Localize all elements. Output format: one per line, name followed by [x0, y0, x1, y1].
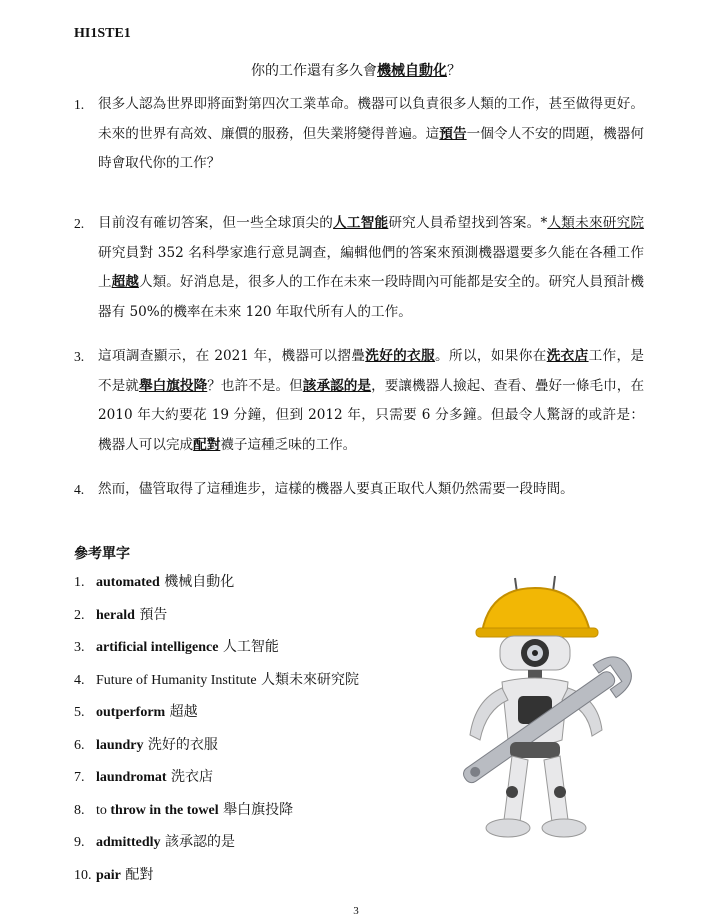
vocab-item — [74, 766, 414, 786]
paragraph-1 — [74, 90, 644, 179]
paragraph-number: 3. — [74, 349, 85, 364]
page-number: 3 — [353, 905, 359, 917]
underlined-term: 洗好的衣服 — [365, 348, 436, 364]
vocab-english-bold: herald — [96, 607, 135, 623]
vocab-chinese: 超越 — [165, 704, 198, 720]
text-segment: ，要讓機器人撿起、查看、疊好一條毛巾，在 2010 年大約要花 19 分鐘，但到 2012 年，只需要 6 分多鐘。但最令人驚訝的或許是：機器人可以完成 — [98, 377, 645, 453]
vocab-number: 1. — [74, 575, 85, 590]
vocab-english-plain: Future of Humanity Institute — [96, 672, 257, 688]
vocab-number: 6. — [74, 737, 85, 753]
vocab-english-bold: admittedly — [96, 835, 161, 850]
text-segment: 襪子這種乏味的工作。 — [220, 436, 357, 453]
text-segment: 研究員對 352 名科學家進行意見調查，編輯他們的答案來預測機器還要多久能在各種工作上 — [98, 244, 644, 290]
vocab-heading: 參考單字 — [74, 546, 130, 562]
paragraph-text — [98, 475, 644, 505]
vocab-chinese: 洗衣店 — [166, 769, 213, 785]
vocab-item — [74, 734, 414, 754]
paragraph-text — [98, 342, 644, 460]
vocab-chinese: 配對 — [120, 866, 154, 883]
vocab-item — [74, 636, 414, 656]
paragraph-number: 1. — [74, 97, 85, 112]
vocab-chinese: 預告 — [134, 606, 168, 623]
text-segment: 目前沒有確切答案，但一些全球頂尖的 — [98, 215, 334, 231]
text-segment: 研究人員希望找到答案。* — [388, 215, 548, 231]
vocab-chinese: 該承認的是 — [160, 834, 236, 850]
hard-hat-icon — [482, 588, 590, 632]
vocab-english-bold: outperform — [96, 705, 166, 720]
vocab-english-bold: throw in the towel — [110, 802, 219, 818]
vocab-number: 3. — [74, 640, 85, 655]
text-segment: 一個令人不安的問題，機器何時會取代你的工作？ — [98, 125, 645, 171]
underlined-term: 預告 — [439, 125, 467, 142]
text-segment: 很多人認為世界即將面對第四次工業革命。機器可以負責很多人類的工作，甚至做得更好。未來的世界有高效、廉價的服務，但失業將變得普遍。這 — [98, 96, 644, 142]
vocab-number: 8. — [74, 802, 85, 818]
vocab-english-bold: laundromat — [96, 770, 167, 785]
vocab-english-bold: artificial intelligence — [96, 640, 219, 655]
text-segment: 。所以，如果你在 — [435, 348, 547, 364]
page-title — [0, 60, 712, 80]
vocab-item — [74, 669, 414, 689]
title-highlight: 機械自動化 — [377, 63, 447, 79]
vocab-number: 4. — [74, 672, 85, 688]
underlined-term: 人類未來研究院 — [547, 215, 645, 231]
text-segment: 這項調查顯示，在 2021 年，機器可以摺疊 — [98, 348, 366, 364]
text-segment: 人類。好消息是，很多人的工作在未來一段時間內可能都是安全的。研究人員預計機器有 50%的機率在未來 120 年取代所有人的工作。 — [98, 274, 645, 320]
vocab-english-plain: to — [96, 802, 111, 818]
vocab-number: 10. — [74, 867, 92, 883]
underlined-term: 人工智能 — [333, 215, 389, 231]
vocab-chinese: 人工智能 — [218, 639, 279, 655]
vocab-item — [74, 864, 414, 884]
vocab-item — [74, 831, 414, 851]
paragraph-3 — [74, 342, 644, 460]
paragraph-text — [98, 209, 644, 327]
underlined-term: 洗衣店 — [546, 348, 589, 364]
vocab-number: 2. — [74, 607, 85, 623]
vocab-number: 7. — [74, 770, 85, 785]
vocab-english-bold: automated — [96, 575, 160, 590]
vocab-item — [74, 799, 414, 819]
underlined-term: 配對 — [193, 436, 221, 453]
text-segment: 然而，儘管取得了這種進步，這樣的機器人要真正取代人類仍然需要一段時間。 — [98, 481, 574, 497]
vocab-number: 5. — [74, 705, 85, 720]
text-segment: ？也許不是。但 — [207, 377, 303, 394]
vocab-english-bold: pair — [96, 867, 121, 883]
vocab-item — [74, 571, 414, 591]
paragraph-number: 4. — [74, 482, 85, 497]
title-suffix: ？ — [447, 63, 461, 79]
vocab-item — [74, 604, 414, 624]
robot-illustration — [420, 570, 650, 860]
course-code: HI1STE1 — [74, 26, 131, 41]
paragraph-text — [98, 90, 644, 179]
vocab-chinese: 洗好的衣服 — [143, 736, 218, 753]
underlined-term: 舉白旗投降 — [138, 377, 208, 394]
paragraph-2 — [74, 209, 644, 327]
vocab-item — [74, 701, 414, 721]
vocab-chinese: 機械自動化 — [159, 574, 235, 590]
vocab-number: 9. — [74, 835, 85, 850]
vocab-chinese: 人類未來研究院 — [256, 671, 360, 688]
underlined-term: 超越 — [111, 274, 139, 290]
title-prefix: 你的工作還有多久會 — [251, 63, 377, 79]
text-segment: 工作，是不是就 — [98, 348, 645, 394]
vocab-english-bold: laundry — [96, 737, 144, 753]
paragraph-4 — [74, 475, 644, 505]
vocab-chinese: 舉白旗投降 — [218, 801, 294, 818]
underlined-term: 該承認的是 — [302, 377, 372, 394]
paragraph-number: 2. — [74, 216, 85, 231]
